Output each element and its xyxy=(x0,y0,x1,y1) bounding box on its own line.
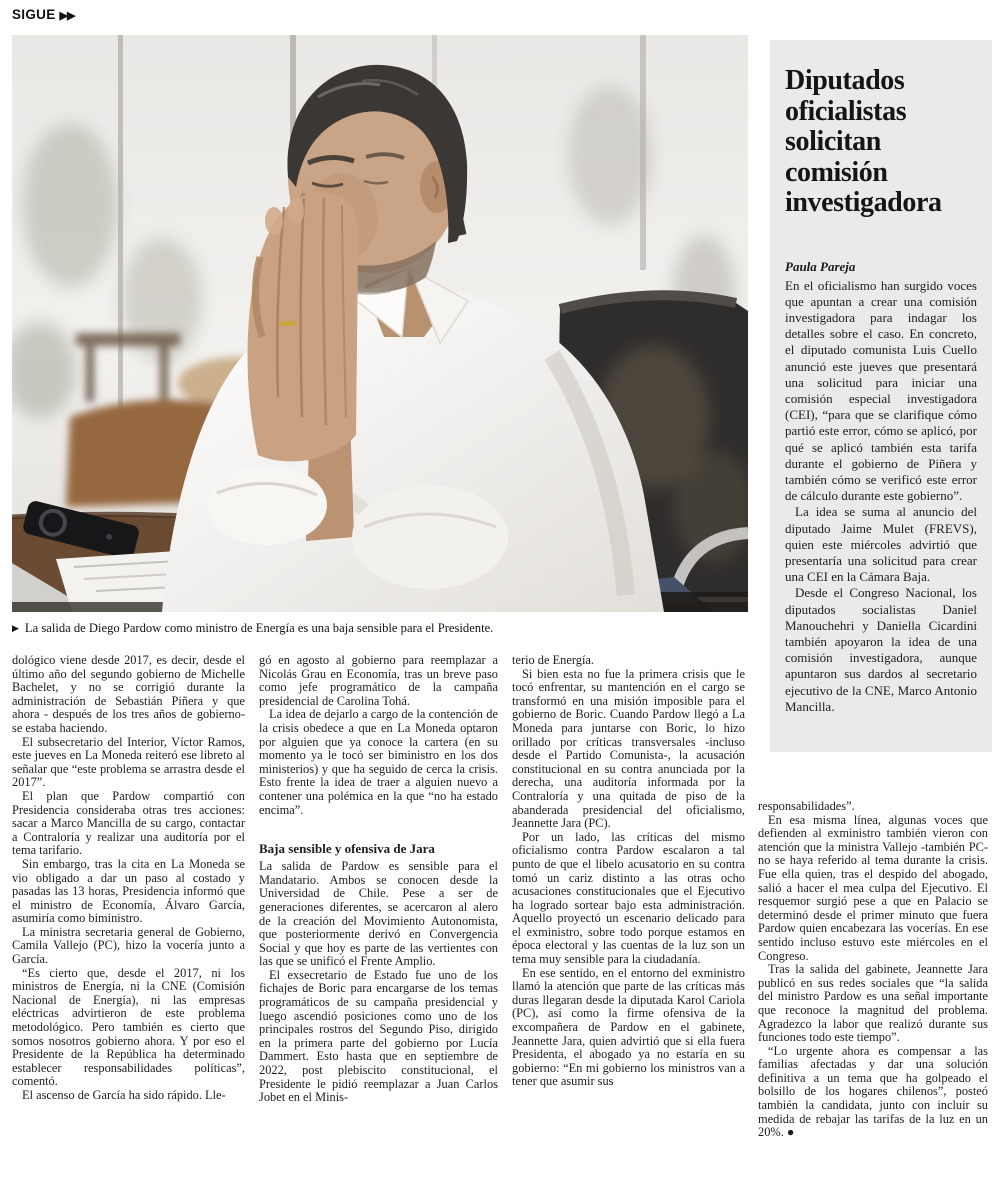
article-paragraph: El subsecretario del Interior, Víctor Ramos, este jueves en La Moneda reiteró ese libreto al señalar que “este problema se arrastra desde el 2017”. xyxy=(12,734,245,790)
article-paragraph: La ministra secretaria general de Gobierno, Camila Vallejo (PC), hizo la vocería junto a García. xyxy=(12,924,245,967)
article-paragraph: En ese sentido, en el entorno del exministro llamó la atención que parte de las críticas más duras llegaran desde la diputada Karol Cariola (PC), así como la firme ofensiva de la excompañera de Pardow en el gabinete, Jeannette Jara, quien advirtió que si ella fuera Presidenta, el abogado ya no estaría en su gobierno: “En mi gobierno los ministros van a tener que asumir sus xyxy=(512,965,745,1089)
kicker-label: SIGUE xyxy=(12,7,56,22)
sidebar-paragraph: En el oficialismo han surgido voces que apuntan a crear una comisión investigadora para indagar los detalles sobre el caso. En concreto, el diputado comunista Luis Cuello anunció este jueves que presentará una solicitud para iniciar una comisión especial investigadora (CEI), “para que se clarifique cómo partió este error, cómo se aplicó, por qué se aplicó también esta tarifa durante el gobierno de Piñera y también cómo se verificó este error de cálculo durante este gobierno”. xyxy=(785,277,977,504)
article-paragraph: dológico viene desde 2017, es decir, desde el último año del segundo gobierno de Michelle Bachelet, y no se corrigió durante la administración de Sebastián Piñera y que ahora - después de los tres años de gobierno- se estaba haciendo. xyxy=(12,654,245,735)
article-paragraph: El exsecretario de Estado fue uno de los fichajes de Boric para encargarse de los temas programáticos de su campaña presidencial y luego ascendió posiciones como uno de los principales rostros del Segundo Piso, dirigido en la primera parte del gobierno por Lucía Dammert. Esto hasta que en septiembre de 2022, post plebiscito constitucional, el Presidente le pidió reemplazar a Juan Carlos Jobet en el Minis- xyxy=(259,967,498,1105)
article-photo xyxy=(12,35,748,612)
sidebar-paragraph: La idea se suma al anuncio del diputado Jaime Mulet (FREVS), quien este miércoles advirtió que presentaría una solicitud para crear una CEI en la Cámara Baja. xyxy=(785,504,977,585)
caption-arrow-icon: ▶ xyxy=(12,623,19,633)
sidebar-article xyxy=(770,40,992,752)
article-paragraph: Si bien esta no fue la primera crisis que le tocó enfrentar, su mantención en el cargo se transformó en una misión imposible para el gobierno de Boric. Cuando Pardow llegó a La Moneda para juntarse con Boric, lo hizo orillado por críticas transversales -incluso desde el Partido Comunista-, la acusación constitucional en su contra anunciada por la derecha, una auditoría informada por la Contraloría y una quitada de piso de la abanderada presidencial del oficialismo, Jeannette Jara (PC). xyxy=(512,666,745,831)
article-paragraph: El ascenso de García ha sido rápido. Lle- xyxy=(22,1088,226,1102)
sidebar-headline: Diputados oficialistas solicitan comisión investigadora xyxy=(785,65,942,218)
article-paragraph: responsabilidades”. xyxy=(758,799,855,813)
shirt-cuff xyxy=(207,465,327,545)
sidebar-body xyxy=(785,278,977,715)
photo-caption xyxy=(12,621,748,636)
article-paragraph: La salida de Pardow es sensible para el Mandatario. Ambos se conocen desde la Universidad de Chile. Pese a ser de generaciones diferentes, se acercaron al alero de la creación del Movimiento Autonomista, que posteriormente derivó en Convergencia Social y que hoy es parte de las vertientes con las que se unificó el Frente Amplio. xyxy=(259,859,498,969)
article-paragraph: “Es cierto que, desde el 2017, ni los ministros de Energía, ni la CNE (Comisión Nacional de Energía), ni las empresas eléctricas advirtieron de este problema metodológico. Pero también es cierto que somos nosotros gobierno ahora. Y por eso el Presidente de la República ha determinado establecer responsabilidades políticas”, comentó. xyxy=(12,965,245,1089)
continue-arrows-icon: ▶▶ xyxy=(59,10,75,22)
article-paragraph: Por un lado, las críticas del mismo oficialismo contra Pardow escalaron a tal punto de que el libelo acusatorio en su contra tomó un cariz distinto a las otras ocho acusaciones constitucionales que el Ejecutivo ha logrado sortear bajo esta administración. Aquello proyectó un escenario delicado para el exministro, sobre todo porque estamos en época electoral y las cuentas de la luz son un tema muy sensible para la ciudadanía. xyxy=(512,829,745,967)
article-column-1 xyxy=(12,654,245,1197)
article-paragraph: Sin embargo, tras la cita en La Moneda se vio obligado a dar un paso al costado y pasadas las 13 horas, Presidencia informó que el ministro de Economía, Álvaro García, asumiría como biministro. xyxy=(12,856,245,926)
column-subhead: Baja sensible y ofensiva de Jara xyxy=(259,841,435,857)
article-paragraph: La idea de dejarlo a cargo de la contención de la crisis obedece a que en La Moneda optaron por alguien que ya conoce la cartera (en su momento ya le tocó ser biministro en los dos ministerios) y que ha seguido de cerca la crisis. Esto frente la idea de traer a alguien nuevo a contener una polémica en la que “no ha estado encima”. xyxy=(259,707,498,817)
article-column-3 xyxy=(512,654,745,1197)
article-paragraph: gó en agosto al gobierno para reemplazar a Nicolás Grau en Economía, tras un breve paso como jefe programático de la campaña presidencial de Carolina Tohá. xyxy=(259,654,498,708)
kicker xyxy=(12,7,74,22)
article-paragraph: “Lo urgente ahora es compensar a las familias afectadas y dar una solución definitiva a un tema que ha golpeado el bolsillo de los hogares chilenos”, posteó también la candidata, junto con incluir su medida de rebajar las tarifas de la luz en un 20%. ● xyxy=(758,1043,988,1140)
sidebar-paragraph: Desde el Congreso Nacional, los diputados socialistas Daniel Manouchehri y Daniella Cicardini también apoyaron la idea de una comisión investigadora, aunque apuntaron sus dardos al secretario ejecutivo de la CNE, Marco Antonio Mancilla. xyxy=(785,585,977,714)
article-paragraph: En esa misma línea, algunas voces que defienden al exministro también vieron con atención que la ministra Vallejo -también PC- no se haya referido al tema durante la crisis. Fue ella quien, tras el despido del abogado, salió a hacer el mea culpa del Ejecutivo. El resquemor surgió pese a que en Palacio se determinó desde el primer minuto que fuera Pardow quien encabezara las vocerías. En ese sentido incluso estuvo este miércoles en el Congreso. xyxy=(758,812,988,963)
article-column-2 xyxy=(259,654,498,1197)
caption-text: La salida de Diego Pardow como ministro de Energía es una baja sensible para el Presidente. xyxy=(24,621,494,635)
article-paragraph: terio de Energía. xyxy=(512,654,594,667)
article-paragraph: Tras la salida del gabinete, Jeannette Jara publicó en sus redes sociales que “la salida del ministro Pardow es una señal importante que reconoce la magnitud del problema. Agradezco la labor que realizó durante sus funciones todo este tiempo”. xyxy=(758,962,988,1045)
photo-illustration xyxy=(12,35,748,612)
article-paragraph: El plan que Pardow compartió con Presidencia consideraba otras tres acciones: sacar a Marco Mancilla de su cargo, contactar a Contraloría y realizar una auditoría por el tema tarifario. xyxy=(12,788,245,858)
sidebar-byline: Paula Pareja xyxy=(785,258,856,274)
